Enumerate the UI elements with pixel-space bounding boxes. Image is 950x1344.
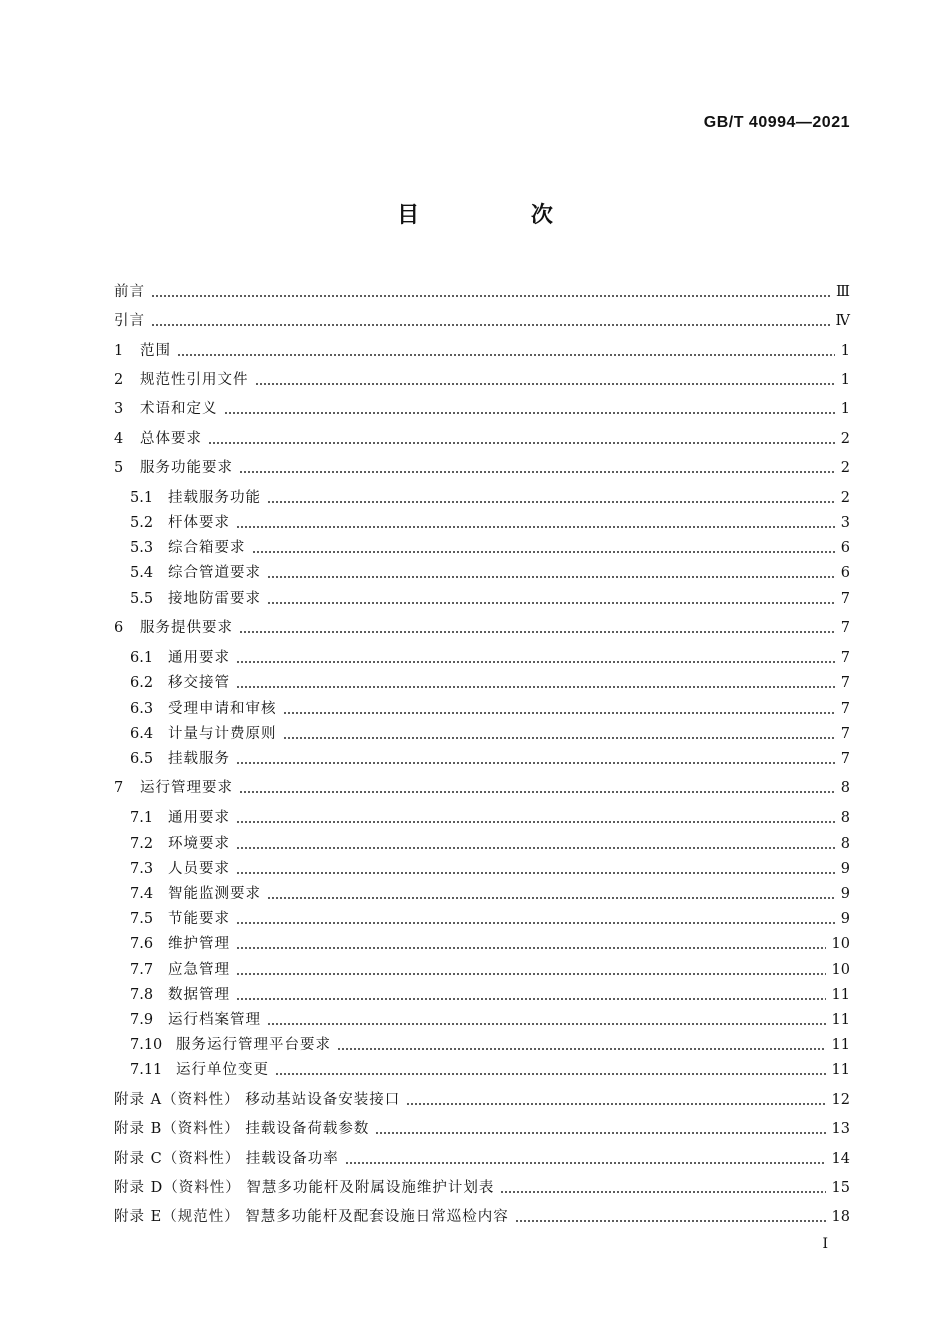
toc-dot-leader <box>283 726 835 740</box>
toc-dot-leader <box>500 1180 825 1194</box>
toc-entry-number: 6.4 <box>130 725 154 742</box>
toc-entry-page: 3 <box>840 515 850 531</box>
toc-entry-page: 10 <box>831 961 850 978</box>
toc-entry-label: 节能要求 <box>168 911 230 928</box>
toc-dot-leader <box>255 372 835 386</box>
toc-entry[interactable] <box>114 776 850 798</box>
toc-entry-number: 7.9 <box>130 1012 154 1028</box>
toc-dot-leader <box>267 886 835 900</box>
toc-entry-number: 7.6 <box>130 936 154 953</box>
toc-dot-leader <box>236 810 835 824</box>
toc-entry-page: 1 <box>840 401 850 418</box>
toc-dot-leader <box>236 962 826 976</box>
toc-dot-leader <box>275 1062 826 1076</box>
toc-dot-leader <box>208 431 835 445</box>
toc-entry-label: 挂载服务 <box>168 750 230 767</box>
toc-entry-number: 6 <box>114 620 124 637</box>
toc-entry-label: 综合箱要求 <box>168 540 246 557</box>
toc-dot-leader <box>177 343 835 357</box>
toc-entry-number: 7 <box>114 780 124 797</box>
toc-entry-page: 7 <box>840 725 850 742</box>
toc-dot-leader <box>224 401 835 415</box>
toc-entry[interactable] <box>114 368 850 390</box>
toc-entry-page: 9 <box>840 886 850 902</box>
toc-entry-page: 7 <box>840 620 850 637</box>
toc-entry-page: 11 <box>831 1062 850 1079</box>
toc-dot-leader <box>239 780 835 794</box>
toc-entry[interactable] <box>130 646 850 668</box>
toc-entry-page: 11 <box>831 1012 850 1028</box>
toc-entry-label: 服务运行管理平台要求 <box>176 1037 331 1054</box>
toc-entry-label: 接地防雷要求 <box>168 590 261 607</box>
toc-entry-page: Ⅳ <box>835 313 850 330</box>
toc-entry[interactable] <box>130 1058 850 1080</box>
toc-entry[interactable] <box>130 832 850 854</box>
toc-entry-page: 9 <box>840 911 850 928</box>
toc-entry[interactable] <box>130 722 850 744</box>
toc-entry[interactable] <box>114 309 850 331</box>
toc-entry[interactable] <box>114 1176 850 1198</box>
toc-entry-number: 7.10 <box>130 1037 163 1054</box>
toc-entry-number: 6.2 <box>130 675 154 692</box>
toc-entry[interactable] <box>114 1117 850 1139</box>
toc-entry-number: 5.3 <box>130 540 154 557</box>
toc-entry[interactable] <box>130 958 850 980</box>
toc-entry-page: 15 <box>831 1179 850 1196</box>
toc-entry[interactable] <box>114 456 850 478</box>
toc-entry[interactable] <box>130 1033 850 1055</box>
toc-entry-number: 7.2 <box>130 835 154 852</box>
toc-entry-label: 环境要求 <box>168 835 230 852</box>
toc-title: 目 次 <box>397 203 605 228</box>
toc-entry-page: Ⅲ <box>836 284 850 300</box>
toc-entry-label: 附录 E（规范性） 智慧多功能杆及配套设施日常巡检内容 <box>114 1209 509 1226</box>
toc-entry-label: 通用要求 <box>168 810 230 827</box>
toc-entry[interactable] <box>130 806 850 828</box>
toc-entry-number: 2 <box>114 371 124 388</box>
toc-entry-page: 18 <box>831 1209 850 1226</box>
toc-entry-label: 引言 <box>114 313 145 330</box>
toc-entry-number: 7.11 <box>130 1062 163 1079</box>
toc-entry-number: 7.7 <box>130 961 154 978</box>
toc-entry-page: 7 <box>840 675 850 692</box>
toc-entry-label: 计量与计费原则 <box>168 725 277 742</box>
toc-entry[interactable] <box>130 671 850 693</box>
toc-entry-page: 11 <box>831 986 850 1003</box>
toc-entry-number: 7.1 <box>130 810 154 827</box>
toc-entry-label: 挂载服务功能 <box>168 489 261 506</box>
toc-dot-leader <box>337 1037 826 1051</box>
toc-entry[interactable] <box>130 857 850 879</box>
toc-entry-number: 5.5 <box>130 590 154 607</box>
toc-entry-page: 11 <box>831 1037 850 1054</box>
toc-entry-page: 14 <box>831 1150 850 1167</box>
toc-entry-page: 7 <box>840 590 850 607</box>
toc-entry[interactable] <box>130 932 850 954</box>
toc-entry[interactable] <box>114 1147 850 1169</box>
toc-entry[interactable] <box>114 616 850 638</box>
toc-entry-page: 6 <box>840 565 850 582</box>
toc-dot-leader <box>345 1151 826 1165</box>
toc-entry-label: 术语和定义 <box>140 401 218 418</box>
toc-entry-label: 通用要求 <box>168 650 230 667</box>
toc-entry-label: 受理申请和审核 <box>168 700 277 717</box>
toc-dot-leader <box>236 936 826 950</box>
toc-entry[interactable] <box>114 427 850 449</box>
toc-entry-number: 7.3 <box>130 860 154 877</box>
toc-entry-number: 6.1 <box>130 650 154 667</box>
toc-entry-number: 3 <box>114 401 124 418</box>
toc-entry-label: 运行档案管理 <box>168 1012 261 1028</box>
toc-entry[interactable] <box>130 697 850 719</box>
toc-entry-page: 7 <box>840 700 850 717</box>
toc-entry-number: 5.1 <box>130 489 154 506</box>
toc-entry[interactable] <box>130 561 850 583</box>
toc-dot-leader <box>252 540 835 554</box>
toc-entry[interactable] <box>130 882 850 904</box>
toc-entry-label: 附录 D（资料性） 智慧多功能杆及附属设施维护计划表 <box>114 1179 495 1196</box>
toc-dot-leader <box>236 675 835 689</box>
toc-dot-leader <box>515 1209 826 1223</box>
toc-entry-number: 5 <box>114 459 124 476</box>
toc-entry-label: 应急管理 <box>168 961 230 978</box>
toc-entry[interactable] <box>130 536 850 558</box>
toc-entry-label: 数据管理 <box>168 986 230 1003</box>
toc-entry-number: 6.5 <box>130 750 154 767</box>
toc-entry-number: 4 <box>114 430 124 447</box>
toc-entry-page: 7 <box>840 750 850 767</box>
toc-entry-number: 6.3 <box>130 700 154 717</box>
toc-entry-label: 规范性引用文件 <box>140 371 249 388</box>
toc-entry[interactable] <box>114 339 850 361</box>
toc-dot-leader <box>236 861 835 875</box>
toc-entry-number: 1 <box>114 342 124 359</box>
toc-entry-number: 7.5 <box>130 911 154 928</box>
toc-entry[interactable] <box>130 747 850 769</box>
toc-entry[interactable] <box>130 1008 850 1030</box>
toc-dot-leader <box>283 701 835 715</box>
toc-entry-page: 6 <box>840 540 850 557</box>
toc-entry-page: 12 <box>831 1091 850 1108</box>
toc-entry-label: 综合管道要求 <box>168 565 261 582</box>
toc-entry-label: 智能监测要求 <box>168 886 261 902</box>
toc-entry-label: 维护管理 <box>168 936 230 953</box>
toc-dot-leader <box>236 751 835 765</box>
toc-dot-leader <box>236 515 835 529</box>
toc-entry-page: 8 <box>840 810 850 827</box>
toc-dot-leader <box>239 620 835 634</box>
toc-entry-page: 9 <box>840 860 850 877</box>
toc-entry-number: 5.2 <box>130 515 154 531</box>
toc-entry-page: 13 <box>831 1121 850 1138</box>
toc-entry-label: 移交接管 <box>168 675 230 692</box>
toc-entry-label: 服务提供要求 <box>140 620 233 637</box>
toc-entry[interactable] <box>130 511 850 533</box>
toc-dot-leader <box>406 1092 825 1106</box>
toc-dot-leader <box>267 591 835 605</box>
toc-entry-label: 附录 C（资料性） 挂载设备功率 <box>114 1150 339 1167</box>
toc-entry-label: 附录 B（资料性） 挂载设备荷载参数 <box>114 1121 370 1138</box>
toc-entry-page: 2 <box>840 430 850 447</box>
toc-entry-page: 8 <box>840 835 850 852</box>
toc-dot-leader <box>236 650 835 664</box>
toc-dot-leader <box>151 313 830 327</box>
toc-entry-page: 10 <box>831 936 850 953</box>
toc-entry-label: 附录 A（资料性） 移动基站设备安装接口 <box>114 1091 401 1108</box>
toc-entry-page: 8 <box>840 780 850 797</box>
toc-dot-leader <box>236 836 835 850</box>
toc-entry-label: 范围 <box>140 342 171 359</box>
toc-entry-label: 人员要求 <box>168 860 230 877</box>
toc-entry-page: 7 <box>840 650 850 667</box>
toc-entry[interactable] <box>130 587 850 609</box>
toc-dot-leader <box>236 987 826 1001</box>
toc-dot-leader <box>239 460 835 474</box>
toc-entry-number: 7.4 <box>130 886 154 902</box>
toc-entry-page: 1 <box>840 371 850 388</box>
toc-dot-leader <box>236 911 835 925</box>
toc-entry-label: 运行管理要求 <box>140 780 233 797</box>
toc-entry[interactable] <box>114 397 850 419</box>
toc-entry[interactable] <box>130 486 850 508</box>
toc-entry-label: 总体要求 <box>140 430 202 447</box>
toc-dot-leader <box>267 1012 826 1026</box>
toc-entry-page: 2 <box>840 459 850 476</box>
toc-entry-number: 7.8 <box>130 986 154 1003</box>
toc-dot-leader <box>151 284 830 298</box>
toc-entry[interactable] <box>114 280 850 302</box>
toc-dot-leader <box>267 490 835 504</box>
toc-dot-leader <box>375 1121 825 1135</box>
footer-page-number: I <box>822 1236 828 1252</box>
toc-entry[interactable] <box>130 907 850 929</box>
toc-entry[interactable] <box>114 1205 850 1227</box>
toc-entry-page: 1 <box>840 342 850 359</box>
toc-entry-number: 5.4 <box>130 565 154 582</box>
toc-entry-label: 运行单位变更 <box>176 1062 269 1079</box>
toc-entry[interactable] <box>114 1088 850 1110</box>
toc-entry[interactable] <box>130 983 850 1005</box>
standard-code: GB/T 40994—2021 <box>703 114 850 131</box>
toc-entry-label: 服务功能要求 <box>140 459 233 476</box>
toc-entry-label: 前言 <box>114 284 145 300</box>
toc-dot-leader <box>267 565 835 579</box>
toc-entry-label: 杆体要求 <box>168 515 230 531</box>
toc-entry-page: 2 <box>840 489 850 506</box>
